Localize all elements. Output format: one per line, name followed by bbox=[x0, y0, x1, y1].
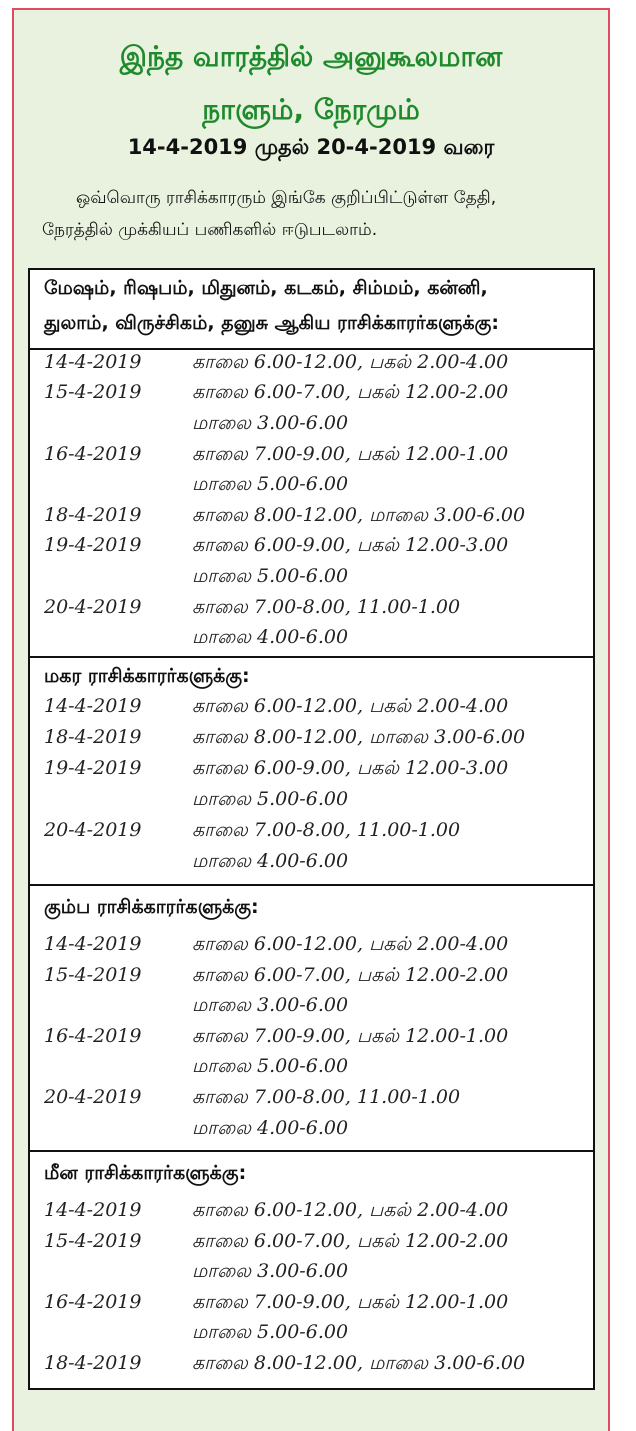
row-time: மாலை 5.00-6.00 bbox=[192, 473, 349, 495]
table-row bbox=[30, 1082, 593, 1113]
table-row bbox=[30, 1051, 593, 1082]
row-date: 15-4-2019 bbox=[44, 964, 142, 986]
section-heading: மேஷம், ரிஷபம், மிதுனம், கடகம், சிம்மம், கன்னி, bbox=[44, 277, 488, 299]
row-date: 20-4-2019 bbox=[44, 596, 142, 618]
row-date: 14-4-2019 bbox=[44, 1199, 142, 1221]
table-row bbox=[30, 815, 593, 846]
row-time: காலை 7.00-9.00, பகல் 12.00-1.00 bbox=[192, 1025, 509, 1047]
row-time: மாலை 5.00-6.00 bbox=[192, 1055, 349, 1077]
row-date: 16-4-2019 bbox=[44, 443, 142, 465]
section-mesham-group bbox=[30, 270, 593, 656]
row-time: காலை 6.00-12.00, பகல் 2.00-4.00 bbox=[192, 351, 509, 373]
table-row bbox=[30, 1113, 593, 1144]
row-time: காலை 6.00-12.00, பகல் 2.00-4.00 bbox=[192, 1199, 509, 1221]
table-row bbox=[30, 1256, 593, 1287]
row-time: காலை 7.00-8.00, 11.00-1.00 bbox=[192, 819, 461, 841]
row-time: மாலை 5.00-6.00 bbox=[192, 788, 349, 810]
row-time: காலை 8.00-12.00, மாலை 3.00-6.00 bbox=[192, 726, 526, 748]
table-row bbox=[30, 1195, 593, 1226]
row-time: காலை 7.00-8.00, 11.00-1.00 bbox=[192, 1086, 461, 1108]
row-time: மாலை 4.00-6.00 bbox=[192, 626, 349, 648]
row-time: மாலை 3.00-6.00 bbox=[192, 412, 349, 434]
row-date: 16-4-2019 bbox=[44, 1025, 142, 1047]
row-date: 20-4-2019 bbox=[44, 819, 142, 841]
row-time: காலை 6.00-7.00, பகல் 12.00-2.00 bbox=[192, 964, 509, 986]
row-time: காலை 6.00-7.00, பகல் 12.00-2.00 bbox=[192, 1230, 509, 1252]
table-row bbox=[30, 439, 593, 470]
table-row bbox=[30, 1287, 593, 1318]
row-time: காலை 6.00-9.00, பகல் 12.00-3.00 bbox=[192, 757, 509, 779]
row-date: 18-4-2019 bbox=[44, 504, 142, 526]
section-kumbam bbox=[30, 884, 593, 1152]
title-line-2: நாளும், நேரமும் bbox=[202, 93, 420, 126]
row-date: 15-4-2019 bbox=[44, 1230, 142, 1252]
table-row bbox=[30, 1317, 593, 1348]
row-time: மாலை 5.00-6.00 bbox=[192, 565, 349, 587]
row-date: 16-4-2019 bbox=[44, 1291, 142, 1313]
row-date: 14-4-2019 bbox=[44, 695, 142, 717]
row-date: 20-4-2019 bbox=[44, 1086, 142, 1108]
row-time: மாலை 4.00-6.00 bbox=[192, 1117, 349, 1139]
table-row bbox=[30, 929, 593, 960]
table-row bbox=[30, 1226, 593, 1257]
table-row bbox=[30, 592, 593, 623]
row-date: 18-4-2019 bbox=[44, 1352, 142, 1374]
row-date: 19-4-2019 bbox=[44, 534, 142, 556]
row-date: 14-4-2019 bbox=[44, 351, 142, 373]
title-line-1: இந்த வாரத்தில் அனுகூலமான bbox=[119, 40, 503, 73]
intro-line-1: ஒவ்வொரு ராசிக்காரரும் இங்கே குறிப்பிட்டுள்ள தேதி, bbox=[76, 188, 497, 208]
row-time: காலை 6.00-7.00, பகல் 12.00-2.00 bbox=[192, 381, 509, 403]
table-row bbox=[30, 784, 593, 815]
section-heading: மகர ராசிக்காரர்களுக்கு: bbox=[44, 665, 250, 687]
intro-line-2: நேரத்தில் முக்கியப் பணிகளில் ஈடுபடலாம். bbox=[42, 220, 378, 240]
row-date: 15-4-2019 bbox=[44, 381, 142, 403]
table-row bbox=[30, 622, 593, 653]
section-heading: துலாம், விருச்சிகம், தனுசு ஆகிய ராசிக்காரர்களுக்கு: bbox=[44, 312, 499, 334]
table-row bbox=[30, 347, 593, 378]
table-row bbox=[30, 1021, 593, 1052]
row-time: காலை 8.00-12.00, மாலை 3.00-6.00 bbox=[192, 1352, 526, 1374]
row-time: காலை 7.00-9.00, பகல் 12.00-1.00 bbox=[192, 1291, 509, 1313]
table-row bbox=[30, 561, 593, 592]
table-row bbox=[30, 1348, 593, 1379]
row-time: காலை 8.00-12.00, மாலை 3.00-6.00 bbox=[192, 504, 526, 526]
table-row bbox=[30, 846, 593, 877]
row-time: மாலை 3.00-6.00 bbox=[192, 994, 349, 1016]
table-row bbox=[30, 500, 593, 531]
date-range: 14-4-2019 முதல் 20-4-2019 வரை bbox=[127, 135, 495, 159]
row-time: மாலை 5.00-6.00 bbox=[192, 1321, 349, 1343]
table-row bbox=[30, 377, 593, 408]
table-row bbox=[30, 960, 593, 991]
row-time: காலை 6.00-12.00, பகல் 2.00-4.00 bbox=[192, 933, 509, 955]
row-date: 19-4-2019 bbox=[44, 757, 142, 779]
table-row bbox=[30, 469, 593, 500]
row-time: மாலை 3.00-6.00 bbox=[192, 1260, 349, 1282]
row-date: 14-4-2019 bbox=[44, 933, 142, 955]
table-row bbox=[30, 990, 593, 1021]
table-row bbox=[30, 530, 593, 561]
table-row bbox=[30, 722, 593, 753]
table-row bbox=[30, 691, 593, 722]
section-meenam bbox=[30, 1150, 593, 1390]
row-time: காலை 6.00-9.00, பகல் 12.00-3.00 bbox=[192, 534, 509, 556]
row-time: காலை 7.00-9.00, பகல் 12.00-1.00 bbox=[192, 443, 509, 465]
row-date: 18-4-2019 bbox=[44, 726, 142, 748]
row-time: மாலை 4.00-6.00 bbox=[192, 850, 349, 872]
row-time: காலை 7.00-8.00, 11.00-1.00 bbox=[192, 596, 461, 618]
table-row bbox=[30, 753, 593, 784]
section-magaram bbox=[30, 656, 593, 886]
row-time: காலை 6.00-12.00, பகல் 2.00-4.00 bbox=[192, 695, 509, 717]
section-heading: மீன ராசிக்காரர்களுக்கு: bbox=[44, 1162, 247, 1184]
section-heading: கும்ப ராசிக்காரர்களுக்கு: bbox=[44, 896, 259, 918]
timing-table bbox=[28, 268, 595, 1390]
table-row bbox=[30, 408, 593, 439]
